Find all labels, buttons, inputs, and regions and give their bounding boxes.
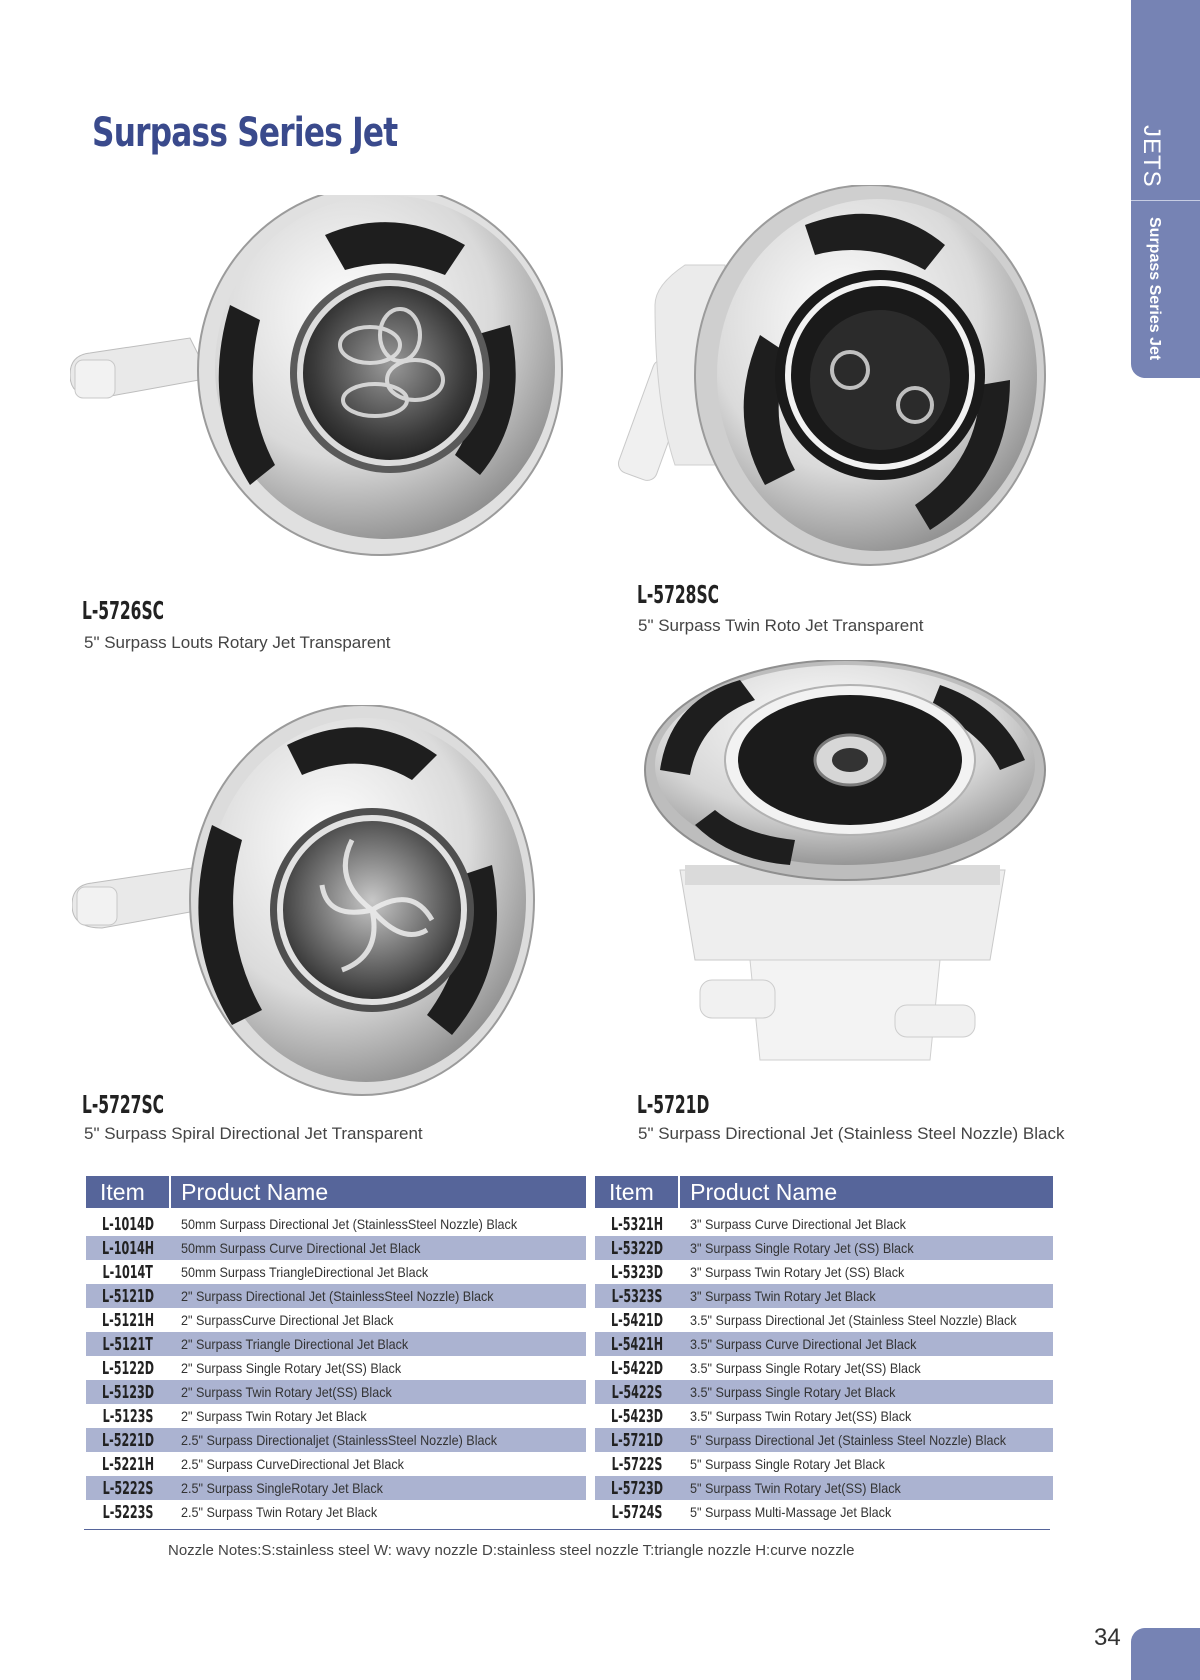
product-name: 3" Surpass Single Rotary Jet (SS) Black — [690, 1240, 914, 1256]
product-name-cell — [679, 1500, 1053, 1524]
table-row — [86, 1260, 586, 1284]
table-row — [86, 1332, 586, 1356]
product-name-cell — [170, 1476, 586, 1500]
product-name-cell — [679, 1332, 1053, 1356]
item-code-cell — [86, 1404, 170, 1428]
product-name: 3.5" Surpass Directional Jet (Stainless Steel Nozzle) Black — [690, 1312, 1017, 1328]
product-name-cell — [170, 1356, 586, 1380]
product-description: 5" Surpass Spiral Directional Jet Transparent — [84, 1124, 423, 1143]
item-code-cell — [595, 1236, 679, 1260]
table-row — [86, 1236, 586, 1260]
product-code: L-5726SC — [82, 596, 164, 625]
product-name-cell — [170, 1404, 586, 1428]
product-name-cell — [679, 1452, 1053, 1476]
item-code-cell — [595, 1284, 679, 1308]
product-image-l5728sc — [615, 185, 1050, 595]
product-description: 5" Surpass Directional Jet (Stainless Steel Nozzle) Black — [638, 1124, 1065, 1143]
item-code: L-5123D — [102, 1381, 155, 1403]
product-name: 3" Surpass Twin Rotary Jet Black — [690, 1288, 876, 1304]
product-name-cell — [170, 1380, 586, 1404]
product-name: 3" Surpass Curve Directional Jet Black — [690, 1216, 907, 1232]
product-name: 3.5" Surpass Curve Directional Jet Black — [690, 1336, 917, 1352]
product-name: 50mm Surpass Curve Directional Jet Black — [181, 1240, 421, 1256]
product-description: 5" Surpass Twin Roto Jet Transparent — [638, 616, 924, 635]
product-code: L-5727SC — [82, 1090, 164, 1119]
table-row — [595, 1260, 1053, 1284]
product-name: 2" Surpass Twin Rotary Jet(SS) Black — [181, 1384, 392, 1400]
item-code: L-1014T — [102, 1261, 154, 1283]
table-row — [595, 1452, 1053, 1476]
product-description: 5" Surpass Louts Rotary Jet Transparent — [84, 633, 391, 652]
item-code: L-5121H — [101, 1309, 155, 1331]
item-code-cell — [86, 1428, 170, 1452]
item-code: L-5222S — [102, 1477, 154, 1499]
item-code: L-5121D — [102, 1285, 155, 1307]
product-name-cell — [679, 1208, 1053, 1236]
column-header-item: Item — [86, 1176, 170, 1208]
product-code: L-5721D — [637, 1090, 710, 1119]
table-row — [595, 1428, 1053, 1452]
item-code-cell — [86, 1236, 170, 1260]
nozzle-notes: Nozzle Notes:S:stainless steel W: wavy nozzle D:stainless steel nozzle T:triangle nozzle H:curve nozzle — [168, 1542, 855, 1559]
item-code: L-5123S — [102, 1405, 154, 1427]
side-tab-subtitle: Surpass Series Jet — [1146, 217, 1163, 361]
column-header-product-name: Product Name — [170, 1176, 586, 1208]
product-name-cell — [679, 1284, 1053, 1308]
page-number-tab — [1131, 1628, 1200, 1680]
table-row — [595, 1500, 1053, 1524]
item-code-cell — [86, 1452, 170, 1476]
table-row — [86, 1284, 586, 1308]
item-code: L-5422S — [611, 1381, 663, 1403]
item-code: L-5421D — [611, 1309, 664, 1331]
item-code-cell — [595, 1332, 679, 1356]
item-code: L-5722S — [611, 1453, 663, 1475]
item-code-cell — [595, 1356, 679, 1380]
product-name-cell — [170, 1236, 586, 1260]
product-name-cell — [170, 1428, 586, 1452]
product-name-cell — [679, 1236, 1053, 1260]
table-row — [595, 1356, 1053, 1380]
column-header-item: Item — [595, 1176, 679, 1208]
item-code-cell — [86, 1356, 170, 1380]
item-code-cell — [86, 1208, 170, 1236]
item-code: L-5723D — [611, 1477, 664, 1499]
table-row — [86, 1500, 586, 1524]
product-name: 2" SurpassCurve Directional Jet Black — [181, 1312, 394, 1328]
product-name-cell — [679, 1260, 1053, 1284]
item-code-cell — [86, 1500, 170, 1524]
product-name-cell — [679, 1308, 1053, 1332]
product-image-l5726sc — [70, 195, 570, 580]
product-name-cell — [170, 1332, 586, 1356]
spec-table-right — [595, 1176, 1053, 1524]
item-code: L-5323S — [611, 1285, 663, 1307]
item-code: L-5221D — [102, 1429, 155, 1451]
table-bottom-rule — [84, 1529, 1050, 1530]
table-row — [86, 1476, 586, 1500]
table-row — [595, 1380, 1053, 1404]
side-tab-divider — [1131, 200, 1200, 201]
table-row — [595, 1476, 1053, 1500]
spec-table-left — [86, 1176, 586, 1524]
product-name: 3.5" Surpass Single Rotary Jet Black — [690, 1384, 896, 1400]
product-name: 2" Surpass Twin Rotary Jet Black — [181, 1408, 367, 1424]
product-name-cell — [170, 1260, 586, 1284]
item-code: L-5323D — [611, 1261, 664, 1283]
product-name: 50mm Surpass TriangleDirectional Jet Black — [181, 1264, 429, 1280]
column-header-product-name: Product Name — [679, 1176, 1053, 1208]
product-name-cell — [679, 1428, 1053, 1452]
product-name: 50mm Surpass Directional Jet (StainlessSteel Nozzle) Black — [181, 1216, 518, 1232]
item-code-cell — [595, 1500, 679, 1524]
side-tab — [1131, 0, 1200, 378]
item-code: L-5122D — [102, 1357, 155, 1379]
product-name-cell — [170, 1284, 586, 1308]
product-name-cell — [170, 1308, 586, 1332]
product-name: 5" Surpass Single Rotary Jet Black — [690, 1456, 886, 1472]
table-row — [595, 1208, 1053, 1236]
product-code: L-5728SC — [637, 580, 719, 609]
table-row — [86, 1356, 586, 1380]
item-code: L-5423D — [611, 1405, 664, 1427]
item-code: L-5421H — [610, 1333, 664, 1355]
product-image-l5721d — [640, 660, 1050, 1108]
product-image-l5727sc — [72, 705, 537, 1103]
table-row — [595, 1404, 1053, 1428]
product-name: 2.5" Surpass SingleRotary Jet Black — [181, 1480, 384, 1496]
product-name: 2.5" Surpass CurveDirectional Jet Black — [181, 1456, 405, 1472]
item-code: L-5721D — [611, 1429, 664, 1451]
item-code-cell — [86, 1476, 170, 1500]
item-code: L-1014D — [102, 1213, 155, 1235]
item-code-cell — [595, 1260, 679, 1284]
table-row — [595, 1332, 1053, 1356]
table-row — [86, 1428, 586, 1452]
table-row — [595, 1308, 1053, 1332]
product-name-cell — [170, 1500, 586, 1524]
product-name-cell — [170, 1208, 586, 1236]
item-code: L-5422D — [611, 1357, 664, 1379]
page-title: Surpass Series Jet — [92, 110, 398, 156]
product-name-cell — [679, 1404, 1053, 1428]
table-row — [86, 1208, 586, 1236]
product-name: 2.5" Surpass Twin Rotary Jet Black — [181, 1504, 378, 1520]
product-name: 3" Surpass Twin Rotary Jet (SS) Black — [690, 1264, 905, 1280]
item-code-cell — [595, 1380, 679, 1404]
item-code-cell — [595, 1404, 679, 1428]
product-name: 2" Surpass Triangle Directional Jet Black — [181, 1336, 409, 1352]
item-code-cell — [86, 1380, 170, 1404]
product-name: 3.5" Surpass Single Rotary Jet(SS) Black — [690, 1360, 921, 1376]
item-code-cell — [595, 1428, 679, 1452]
item-code: L-5121T — [102, 1333, 154, 1355]
item-code-cell — [595, 1208, 679, 1236]
product-name-cell — [679, 1476, 1053, 1500]
product-name: 2" Surpass Single Rotary Jet(SS) Black — [181, 1360, 402, 1376]
product-name: 2.5" Surpass Directionaljet (StainlessSteel Nozzle) Black — [181, 1432, 498, 1448]
item-code-cell — [86, 1332, 170, 1356]
side-tab-label: JETS — [1138, 125, 1165, 188]
product-name: 5" Surpass Directional Jet (Stainless Steel Nozzle) Black — [690, 1432, 1007, 1448]
product-name: 5" Surpass Multi-Massage Jet Black — [690, 1504, 892, 1520]
item-code-cell — [86, 1260, 170, 1284]
table-row — [595, 1236, 1053, 1260]
item-code-cell — [86, 1308, 170, 1332]
product-name: 5" Surpass Twin Rotary Jet(SS) Black — [690, 1480, 901, 1496]
table-row — [86, 1404, 586, 1428]
table-row — [86, 1452, 586, 1476]
product-name: 3.5" Surpass Twin Rotary Jet(SS) Black — [690, 1408, 912, 1424]
item-code: L-5321H — [610, 1213, 664, 1235]
item-code: L-5322D — [611, 1237, 664, 1259]
item-code-cell — [595, 1308, 679, 1332]
page-number: 34 — [1094, 1624, 1121, 1651]
table-row — [86, 1308, 586, 1332]
item-code: L-1014H — [101, 1237, 155, 1259]
product-name-cell — [679, 1380, 1053, 1404]
item-code-cell — [595, 1452, 679, 1476]
item-code: L-5724S — [611, 1501, 663, 1523]
item-code: L-5221H — [101, 1453, 155, 1475]
product-name: 2" Surpass Directional Jet (StainlessSteel Nozzle) Black — [181, 1288, 494, 1304]
table-row — [595, 1284, 1053, 1308]
product-name-cell — [170, 1452, 586, 1476]
item-code-cell — [86, 1284, 170, 1308]
product-name-cell — [679, 1356, 1053, 1380]
item-code-cell — [595, 1476, 679, 1500]
item-code: L-5223S — [102, 1501, 154, 1523]
table-row — [86, 1380, 586, 1404]
